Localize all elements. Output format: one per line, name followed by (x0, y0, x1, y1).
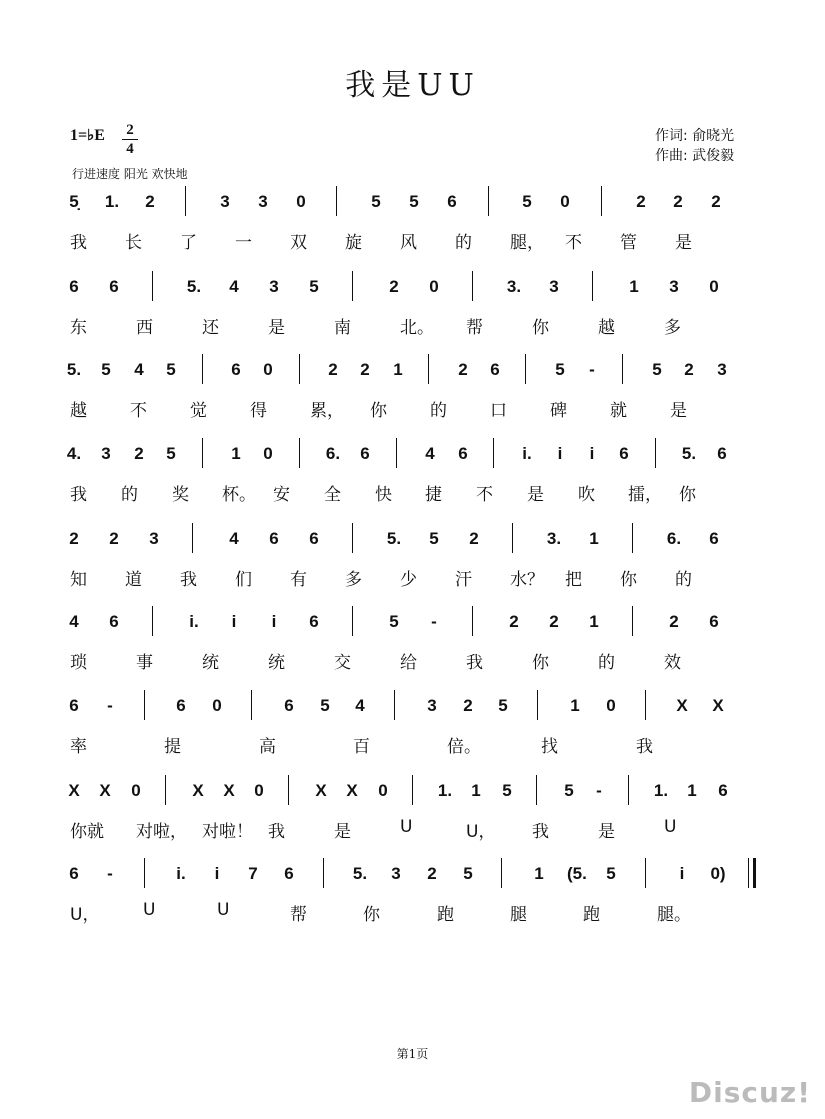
barline (152, 606, 153, 636)
lyric-syllable: 口 (490, 401, 507, 421)
barline (202, 438, 203, 468)
note: 3. (506, 277, 522, 296)
note: 4 (425, 444, 435, 463)
lyric-syllable: 事 (136, 653, 153, 673)
lyric-syllable: 是 (598, 822, 615, 842)
note: 1 (687, 781, 697, 800)
lyric-syllable: 越 (70, 401, 87, 421)
note: 2 (673, 192, 683, 211)
note: 3 (717, 360, 727, 379)
note: 5 (101, 360, 111, 379)
notation-line (66, 360, 756, 388)
lyric-line (70, 900, 760, 925)
note: 2 (427, 864, 437, 883)
note: 5 (652, 360, 662, 379)
credits (655, 126, 734, 166)
barline (488, 186, 489, 216)
lyric-syllable: 西 (136, 318, 153, 338)
note: 1. (653, 781, 669, 800)
lyric-line (70, 480, 760, 505)
barline (323, 858, 324, 888)
barline (501, 858, 502, 888)
note: 2 (328, 360, 338, 379)
lyric-syllable: 吹 (578, 485, 595, 505)
barline (632, 606, 633, 636)
lyric-syllable: 腿 (510, 905, 527, 925)
lyric-syllable: 你 (532, 653, 549, 673)
notation-line (66, 529, 756, 557)
note: 5 (166, 444, 176, 463)
note: - (596, 781, 602, 800)
note: i (214, 864, 220, 883)
note: 0 (131, 781, 141, 800)
lyric-syllable: 觉 (190, 401, 207, 421)
note: - (107, 696, 113, 715)
barline (601, 186, 602, 216)
lyric-line (70, 313, 760, 338)
note: i (589, 444, 595, 463)
lyric-syllable: 快 (375, 485, 392, 505)
lyric-line (70, 396, 760, 421)
lyric-syllable: 你 (679, 485, 696, 505)
lyric-syllable: 我 (268, 822, 285, 842)
barline (251, 690, 252, 720)
lyric-syllable: 的 (455, 233, 472, 253)
note: 2 (69, 529, 79, 548)
notation-line (66, 612, 756, 640)
note: 1 (471, 781, 481, 800)
lyric-syllable: 是 (268, 318, 285, 338)
tempo-marking: 行进速度 阳光 欢快地 (72, 167, 188, 181)
barline (645, 858, 646, 888)
note: 1. (104, 192, 120, 211)
watermark: Discuz! (688, 1076, 811, 1109)
barline (165, 775, 166, 805)
note: 5 (309, 277, 319, 296)
note: 5 (555, 360, 565, 379)
lyric-syllable: 不 (476, 485, 493, 505)
lyric-syllable: 道 (125, 570, 142, 590)
lyric-syllable: 的 (121, 485, 138, 505)
lyric-syllable: U (664, 817, 677, 837)
note: 6 (717, 444, 727, 463)
lyric-syllable: 长 (125, 233, 142, 253)
notation-line (66, 864, 756, 892)
note: 6 (309, 612, 319, 631)
note: 6 (269, 529, 279, 548)
notation-line (66, 696, 756, 724)
note: 6 (458, 444, 468, 463)
note: 6 (109, 277, 119, 296)
note: X (346, 781, 358, 800)
note: 5̣ (69, 192, 79, 211)
lyric-syllable: 你 (532, 318, 549, 338)
lyric-syllable: 对啦， (136, 822, 187, 842)
lyric-syllable: 交 (334, 653, 351, 673)
barline (472, 606, 473, 636)
lyric-syllable: 倍。 (447, 737, 481, 757)
barline (645, 690, 646, 720)
lyric-syllable: 是 (334, 822, 351, 842)
lyric-syllable: 安 (273, 485, 290, 505)
note: 4 (355, 696, 365, 715)
note: 0 (212, 696, 222, 715)
note: 2 (469, 529, 479, 548)
notation-line (66, 781, 756, 809)
page-number: 第1页 (396, 1047, 429, 1061)
lyric-line (70, 732, 760, 757)
note: 2 (636, 192, 646, 211)
lyric-syllable: U (217, 900, 230, 920)
note: 5 (429, 529, 439, 548)
lyric-syllable: 琐 (70, 653, 87, 673)
lyric-syllable: 越 (598, 318, 615, 338)
note: 5. (386, 529, 402, 548)
note: 5 (389, 612, 399, 631)
lyric-syllable: U (143, 900, 156, 920)
note: 6 (109, 612, 119, 631)
note: X (99, 781, 111, 800)
lyric-syllable: 多 (345, 570, 362, 590)
lyric-syllable: 对啦！ (202, 822, 253, 842)
final-barline (748, 858, 756, 888)
note: 2 (509, 612, 519, 631)
lyric-syllable: 汗 (455, 570, 472, 590)
lyric-syllable: 统 (202, 653, 219, 673)
note: 5 (564, 781, 574, 800)
lyric-syllable: 我 (466, 653, 483, 673)
lyric-syllable: 帮 (466, 318, 483, 338)
lyric-syllable: 双 (290, 233, 307, 253)
lyric-syllable: 率 (70, 737, 87, 757)
lyric-syllable: 多 (664, 318, 681, 338)
note: 1. (437, 781, 453, 800)
lyricist-credit: 作词: 俞晓光 (655, 128, 735, 144)
note: 2 (360, 360, 370, 379)
note: 6 (309, 529, 319, 548)
note: 2 (549, 612, 559, 631)
note: 2 (145, 192, 155, 211)
note: 3 (427, 696, 437, 715)
lyric-syllable: 累， (310, 401, 344, 421)
note: 4 (134, 360, 144, 379)
note: X (192, 781, 204, 800)
note: 5 (606, 864, 616, 883)
lyric-syllable: 我 (70, 233, 87, 253)
note: 6 (284, 696, 294, 715)
lyric-syllable: 跑 (583, 905, 600, 925)
note: 6 (709, 612, 719, 631)
note: 6. (325, 444, 341, 463)
note: 3 (269, 277, 279, 296)
barline (628, 775, 629, 805)
note: X (68, 781, 80, 800)
note: 6 (69, 277, 79, 296)
barline (428, 354, 429, 384)
lyric-syllable: 你 (620, 570, 637, 590)
note: 0 (560, 192, 570, 211)
song-title: 我是UU (345, 68, 480, 103)
note: 2 (669, 612, 679, 631)
note: 2 (458, 360, 468, 379)
note: 1 (393, 360, 403, 379)
notation-line (66, 444, 756, 472)
note: 6 (619, 444, 629, 463)
barline (512, 523, 513, 553)
lyric-syllable: 管 (620, 233, 637, 253)
lyric-syllable: U， (466, 822, 496, 842)
lyric-line (70, 228, 760, 253)
note: 7 (248, 864, 258, 883)
note: (5. (567, 864, 587, 883)
lyric-syllable: 高 (259, 737, 276, 757)
note: 6 (69, 864, 79, 883)
lyric-syllable: 得 (250, 401, 267, 421)
note: 1 (570, 696, 580, 715)
note: 5 (502, 781, 512, 800)
note: 0 (263, 444, 273, 463)
note: 3 (101, 444, 111, 463)
note: 0 (296, 192, 306, 211)
lyric-syllable: 腿， (510, 233, 544, 253)
note: 4. (66, 444, 82, 463)
lyric-syllable: 一 (235, 233, 252, 253)
note: 5. (681, 444, 697, 463)
note: 2 (134, 444, 144, 463)
note: 3 (220, 192, 230, 211)
note: 0 (429, 277, 439, 296)
note: i (679, 864, 685, 883)
note: 5 (409, 192, 419, 211)
note: X (712, 696, 724, 715)
note: 5 (320, 696, 330, 715)
note: 2 (463, 696, 473, 715)
lyric-syllable: U (400, 817, 413, 837)
note: 2 (389, 277, 399, 296)
note: 6 (176, 696, 186, 715)
note: 5 (463, 864, 473, 883)
lyric-syllable: U， (70, 905, 100, 925)
lyric-syllable: 还 (202, 318, 219, 338)
lyric-syllable: 东 (70, 318, 87, 338)
note: 3 (549, 277, 559, 296)
barline (632, 523, 633, 553)
note: 3 (149, 529, 159, 548)
note: - (431, 612, 437, 631)
barline (412, 775, 413, 805)
note: 6 (284, 864, 294, 883)
barline (592, 271, 593, 301)
lyric-syllable: 我 (532, 822, 549, 842)
note: 5. (352, 864, 368, 883)
note: 2 (684, 360, 694, 379)
note: 5 (371, 192, 381, 211)
lyric-syllable: 我 (70, 485, 87, 505)
lyric-syllable: 百 (353, 737, 370, 757)
lyric-syllable: 不 (565, 233, 582, 253)
note: i (557, 444, 563, 463)
lyric-line (70, 817, 760, 842)
barline (396, 438, 397, 468)
lyric-syllable: 北。 (400, 318, 434, 338)
note: 3. (546, 529, 562, 548)
barline (352, 606, 353, 636)
note: i (231, 612, 237, 631)
barline (525, 354, 526, 384)
key-signature: 1=♭E (70, 127, 105, 144)
barline (288, 775, 289, 805)
note: 0) (710, 864, 726, 883)
lyric-syllable: 知 (70, 570, 87, 590)
lyric-syllable: 南 (334, 318, 351, 338)
note: - (107, 864, 113, 883)
lyric-syllable: 你 (363, 905, 380, 925)
lyric-syllable: 擂， (628, 485, 662, 505)
note: i. (176, 864, 186, 883)
notation-line (66, 192, 756, 220)
lyric-syllable: 杯。 (222, 485, 256, 505)
note: 6. (666, 529, 682, 548)
lyric-syllable: 帮 (290, 905, 307, 925)
lyric-syllable: 碑 (550, 401, 567, 421)
barline (352, 271, 353, 301)
note: 6 (69, 696, 79, 715)
barline (144, 858, 145, 888)
barline (352, 523, 353, 553)
note: 6 (447, 192, 457, 211)
lyric-syllable: 是 (670, 401, 687, 421)
lyric-syllable: 水？ (510, 570, 544, 590)
lyric-syllable: 找 (541, 737, 558, 757)
lyric-line (70, 565, 760, 590)
composer-credit: 作曲: 武俊毅 (655, 148, 735, 164)
note: 4 (229, 529, 239, 548)
note: 0 (263, 360, 273, 379)
note: 6 (718, 781, 728, 800)
note: i (271, 612, 277, 631)
lyric-syllable: 你 (370, 401, 387, 421)
note: 1 (589, 529, 599, 548)
note: 6 (231, 360, 241, 379)
barline (622, 354, 623, 384)
lyric-syllable: 效 (664, 653, 681, 673)
note: 0 (606, 696, 616, 715)
lyric-syllable: 风 (400, 233, 417, 253)
note: - (589, 360, 595, 379)
note: 1 (629, 277, 639, 296)
lyric-syllable: 腿。 (657, 905, 691, 925)
barline (299, 354, 300, 384)
note: 0 (378, 781, 388, 800)
lyric-syllable: 是 (675, 233, 692, 253)
lyric-syllable: 你就 (70, 822, 104, 842)
lyric-syllable: 的 (598, 653, 615, 673)
notation-line (66, 277, 756, 305)
note: 4 (69, 612, 79, 631)
barline (493, 438, 494, 468)
lyric-syllable: 统 (268, 653, 285, 673)
lyric-syllable: 是 (527, 485, 544, 505)
note: 1 (589, 612, 599, 631)
lyric-syllable: 们 (235, 570, 252, 590)
note: 1 (231, 444, 241, 463)
lyric-syllable: 的 (675, 570, 692, 590)
note: X (223, 781, 235, 800)
lyric-syllable: 奖 (172, 485, 189, 505)
note: 6 (360, 444, 370, 463)
barline (152, 271, 153, 301)
lyric-syllable: 少 (400, 570, 417, 590)
note: 6 (709, 529, 719, 548)
lyric-syllable: 旋 (345, 233, 362, 253)
note: 3 (669, 277, 679, 296)
barline (655, 438, 656, 468)
barline (336, 186, 337, 216)
lyric-syllable: 不 (130, 401, 147, 421)
note: X (315, 781, 327, 800)
barline (185, 186, 186, 216)
barline (394, 690, 395, 720)
note: X (676, 696, 688, 715)
lyric-syllable: 捷 (425, 485, 442, 505)
note: 4 (229, 277, 239, 296)
lyric-syllable: 把 (565, 570, 582, 590)
lyric-syllable: 的 (430, 401, 447, 421)
time-signature: 2 4 (122, 122, 138, 157)
note: 5 (166, 360, 176, 379)
barline (472, 271, 473, 301)
note: 5. (66, 360, 82, 379)
note: 5 (522, 192, 532, 211)
note: 2 (711, 192, 721, 211)
lyric-syllable: 了 (180, 233, 197, 253)
lyric-syllable: 跑 (437, 905, 454, 925)
barline (299, 438, 300, 468)
lyric-syllable: 有 (290, 570, 307, 590)
barline (537, 690, 538, 720)
note: 0 (709, 277, 719, 296)
note: 5 (498, 696, 508, 715)
note: 0 (254, 781, 264, 800)
note: 6 (490, 360, 500, 379)
barline (202, 354, 203, 384)
note: 1 (534, 864, 544, 883)
lyric-syllable: 全 (324, 485, 341, 505)
lyric-syllable: 给 (400, 653, 417, 673)
note: 3 (258, 192, 268, 211)
note: i. (522, 444, 532, 463)
lyric-syllable: 我 (180, 570, 197, 590)
lyric-syllable: 就 (610, 401, 627, 421)
lyric-syllable: 我 (636, 737, 653, 757)
note: 3 (391, 864, 401, 883)
note: 5. (186, 277, 202, 296)
lyric-line (70, 648, 760, 673)
note: 2 (109, 529, 119, 548)
note: i. (189, 612, 199, 631)
barline (144, 690, 145, 720)
barline (536, 775, 537, 805)
lyric-syllable: 提 (164, 737, 181, 757)
barline (192, 523, 193, 553)
